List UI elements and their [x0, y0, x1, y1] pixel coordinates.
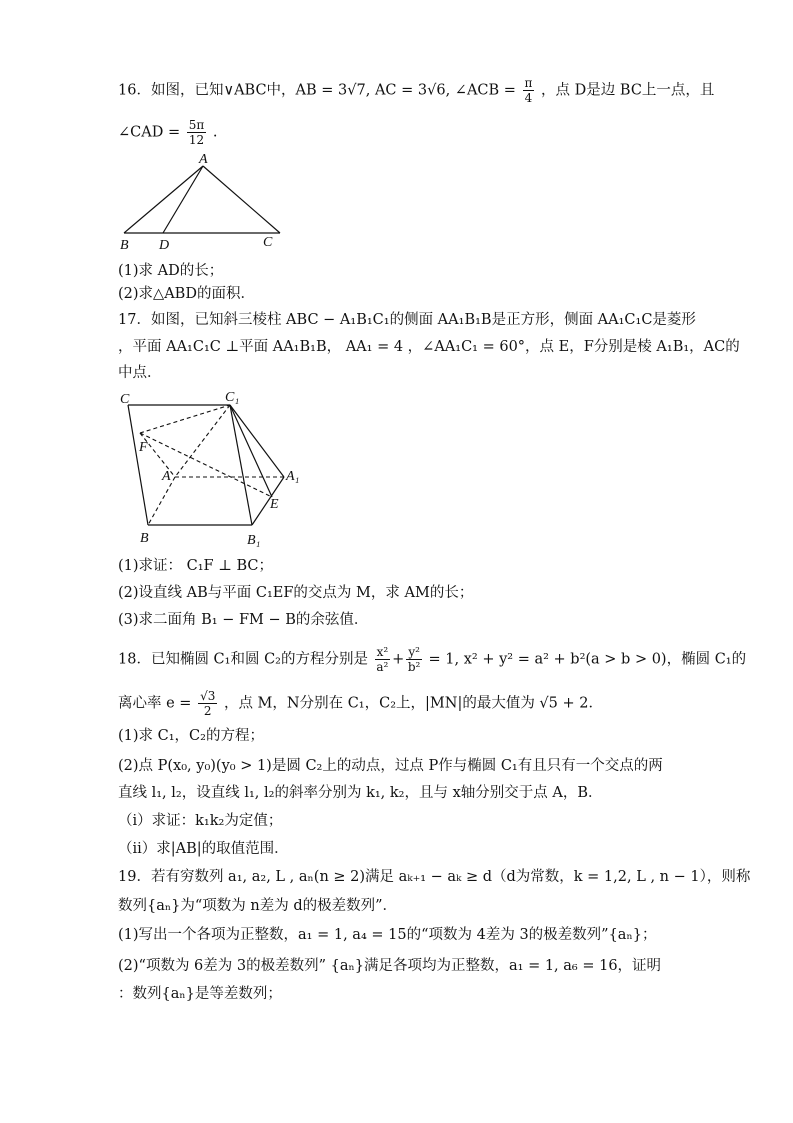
- q18-line1-tail: = 1, x² + y² = a² + b²(a > b > 0)，椭圆 C₁的: [428, 651, 747, 668]
- label-F: F: [139, 440, 148, 455]
- q16-part1: (1)求 AD的长；: [118, 263, 224, 279]
- frac-den: 4: [524, 91, 533, 105]
- q18-subpart-i: （i）求证：k₁k₂为定值；: [118, 813, 283, 829]
- q18-part1: (1)求 C₁，C₂的方程；: [118, 728, 264, 744]
- q19-part2-line1: (2)“项数为 6差为 3的极差数列” {aₙ}满足各项均为正整数，a₁ = 1, a₆ = 16，证明: [118, 958, 662, 974]
- q16-line1: [118, 76, 714, 105]
- q18-line1: [118, 645, 746, 674]
- label-A: A: [199, 152, 208, 167]
- label-B: B: [140, 531, 149, 546]
- q17-part2: (2)设直线 AB与平面 C₁EF的交点为 M，求 AM的长；: [118, 585, 474, 601]
- q18-fraction-y2-b2: [406, 645, 422, 674]
- q18-fraction-sqrt3-2: [198, 689, 217, 718]
- label-D: D: [159, 238, 170, 253]
- label-B1: B₁: [247, 533, 261, 548]
- q19-line2: 数列{aₙ}为“项数为 n差为 d的极差数列”．: [118, 898, 398, 914]
- frac-num: √3: [200, 689, 216, 703]
- label-C: C: [120, 392, 130, 407]
- q18-subpart-ii: （ii）求|AB|的取值范围．: [118, 841, 289, 857]
- label-E: E: [270, 497, 279, 512]
- q18-part2-line1: (2)点 P(x₀, y₀)(y₀ > 1)是圆 C₂上的动点，过点 P作与椭圆 C₁有且只有一个交点的两: [118, 758, 663, 774]
- q18-part2-line2: 直线 l₁, l₂，设直线 l₁, l₂的斜率分别为 k₁, k₂，且与 x轴分别交于点 A，B．: [118, 785, 603, 801]
- label-C1: C₁: [225, 390, 240, 405]
- q16-line2: [118, 118, 217, 147]
- q16-line1-text: 16．如图，已知∨ABC中，AB = 3√7, AC = 3√6, ∠ACB =: [118, 82, 516, 99]
- q17-prism-figure: [110, 385, 310, 550]
- frac-den: b²: [407, 660, 421, 674]
- q17-line3: 中点．: [118, 365, 162, 381]
- q17-part3: (3)求二面角 B₁ − FM − B的余弦值．: [118, 612, 369, 628]
- plus-sign: +: [392, 651, 405, 668]
- label-A: A: [162, 469, 171, 484]
- q18-line2-text: 离心率 e =: [118, 695, 192, 712]
- q16-fraction-pi-4: [523, 76, 535, 105]
- frac-den: a²: [376, 660, 389, 674]
- q18-line2-tail: ，点 M，N分别在 C₁，C₂上，|MN|的最大值为 √5 + 2．: [223, 695, 603, 712]
- frac-num: 5π: [188, 118, 205, 132]
- q17-line2: ，平面 AA₁C₁C ⊥平面 AA₁B₁B， AA₁ = 4 ，∠AA₁C₁ = 60°，点 E，F分别是棱 A₁B₁，AC的: [118, 339, 740, 355]
- label-A1: A₁: [286, 469, 300, 484]
- q16-line2-tail: .: [212, 124, 218, 141]
- frac-num: y²: [408, 645, 420, 659]
- q18-fraction-x2-a2: [375, 645, 391, 674]
- frac-num: π: [524, 76, 533, 90]
- label-C: C: [263, 235, 273, 250]
- q17-part1: (1)求证： C₁F ⊥ BC；: [118, 558, 273, 574]
- q18-line1-text: 18．已知椭圆 C₁和圆 C₂的方程分别是: [118, 651, 368, 668]
- q16-line2-text: ∠CAD =: [118, 124, 181, 141]
- q16-part2: (2)求△ABD的面积．: [118, 286, 255, 302]
- q16-fraction-5pi-12: [187, 118, 207, 147]
- frac-den: 12: [188, 133, 205, 147]
- q17-line1: 17．如图，已知斜三棱柱 ABC − A₁B₁C₁的侧面 AA₁B₁B是正方形，侧面 AA₁C₁C是菱形: [118, 312, 696, 328]
- frac-den: 2: [203, 704, 212, 718]
- frac-num: x²: [376, 645, 389, 659]
- q16-triangle-figure: [110, 148, 300, 256]
- q19-part1: (1)写出一个各项为正整数，a₁ = 1, a₄ = 15的“项数为 4差为 3的极差数列”{aₙ}；: [118, 927, 657, 943]
- q19-part2-line2: ：数列{aₙ}是等差数列；: [118, 986, 282, 1002]
- label-B: B: [120, 238, 129, 253]
- q18-line2: [118, 689, 603, 718]
- q19-line1: 19．若有穷数列 a₁, a₂, L , aₙ(n ≥ 2)满足 aₖ₊₁ − aₖ ≥ d（d为常数，k = 1,2, L , n − 1），则称: [118, 869, 751, 885]
- q16-line1-tail: ，点 D是边 BC上一点，且: [541, 82, 715, 99]
